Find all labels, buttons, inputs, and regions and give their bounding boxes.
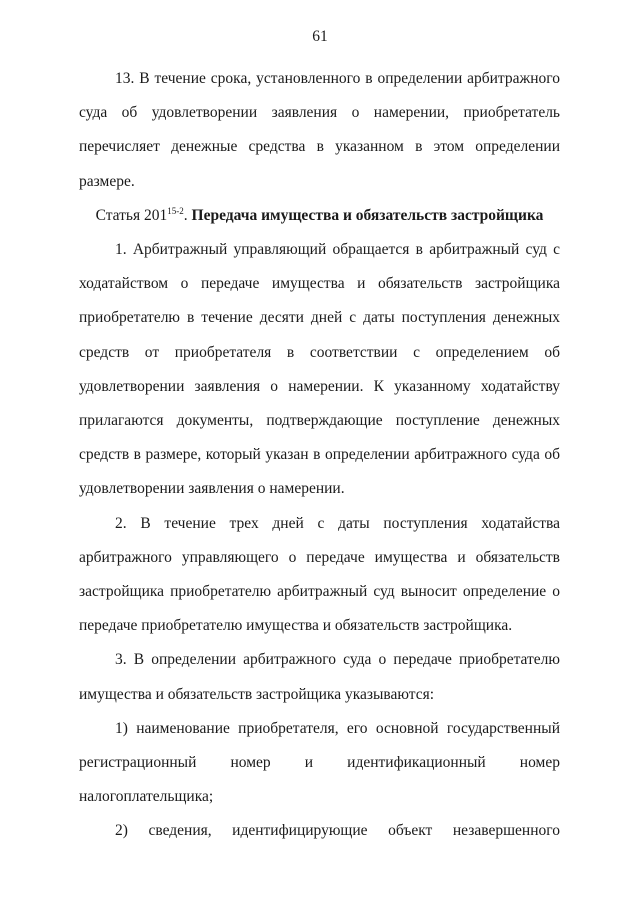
paragraph-3: 3. В определении арбитражного суда о передаче приобретателю имущества и обязательств застройщика указываются:: [79, 651, 560, 703]
paragraph-13: 13. В течение срока, установленного в определении арбитражного суда об удовлетворении заявления о намерении, приобретатель перечисляет денежные средства в указанном в этом определении размере.: [79, 70, 560, 190]
list-item-1: 1) наименование приобретателя, его основной государственный регистрационный номер и идентификационный номер налогоплательщика;: [79, 719, 560, 806]
article-prefix: Статья 201: [95, 206, 168, 224]
paragraph-2: 2. В течение трех дней с даты поступления ходатайства арбитражного управляющего о передаче имущества и обязательств застройщика приобретателю арбитражный суд выносит определение о передаче приобретателю имущества и обязательств застройщика.: [79, 514, 560, 635]
article-heading: [79, 199, 560, 233]
list-item-2: 2) сведения, идентифицирующие объект незавершенного: [115, 822, 560, 840]
article-title: Передача имущества и обязательств застройщика: [191, 206, 544, 224]
document-body: [79, 62, 560, 849]
page-number: 61: [312, 28, 328, 45]
article-superscript: 15-2: [167, 205, 184, 216]
article-dot: .: [183, 206, 192, 224]
paragraph-1: 1. Арбитражный управляющий обращается в арбитражный суд с ходатайством о передаче имущества и обязательств застройщика приобретателю в течение десяти дней с даты поступления денежных средств от приобретателя в соответствии с определением об удовлетворении заявления о намерении. К указанному ходатайству прилагаются документы, подтверждающие поступление денежных средств в размере, который указан в определении арбитражного суда об удовлетворении заявления о намерении.: [79, 241, 560, 498]
